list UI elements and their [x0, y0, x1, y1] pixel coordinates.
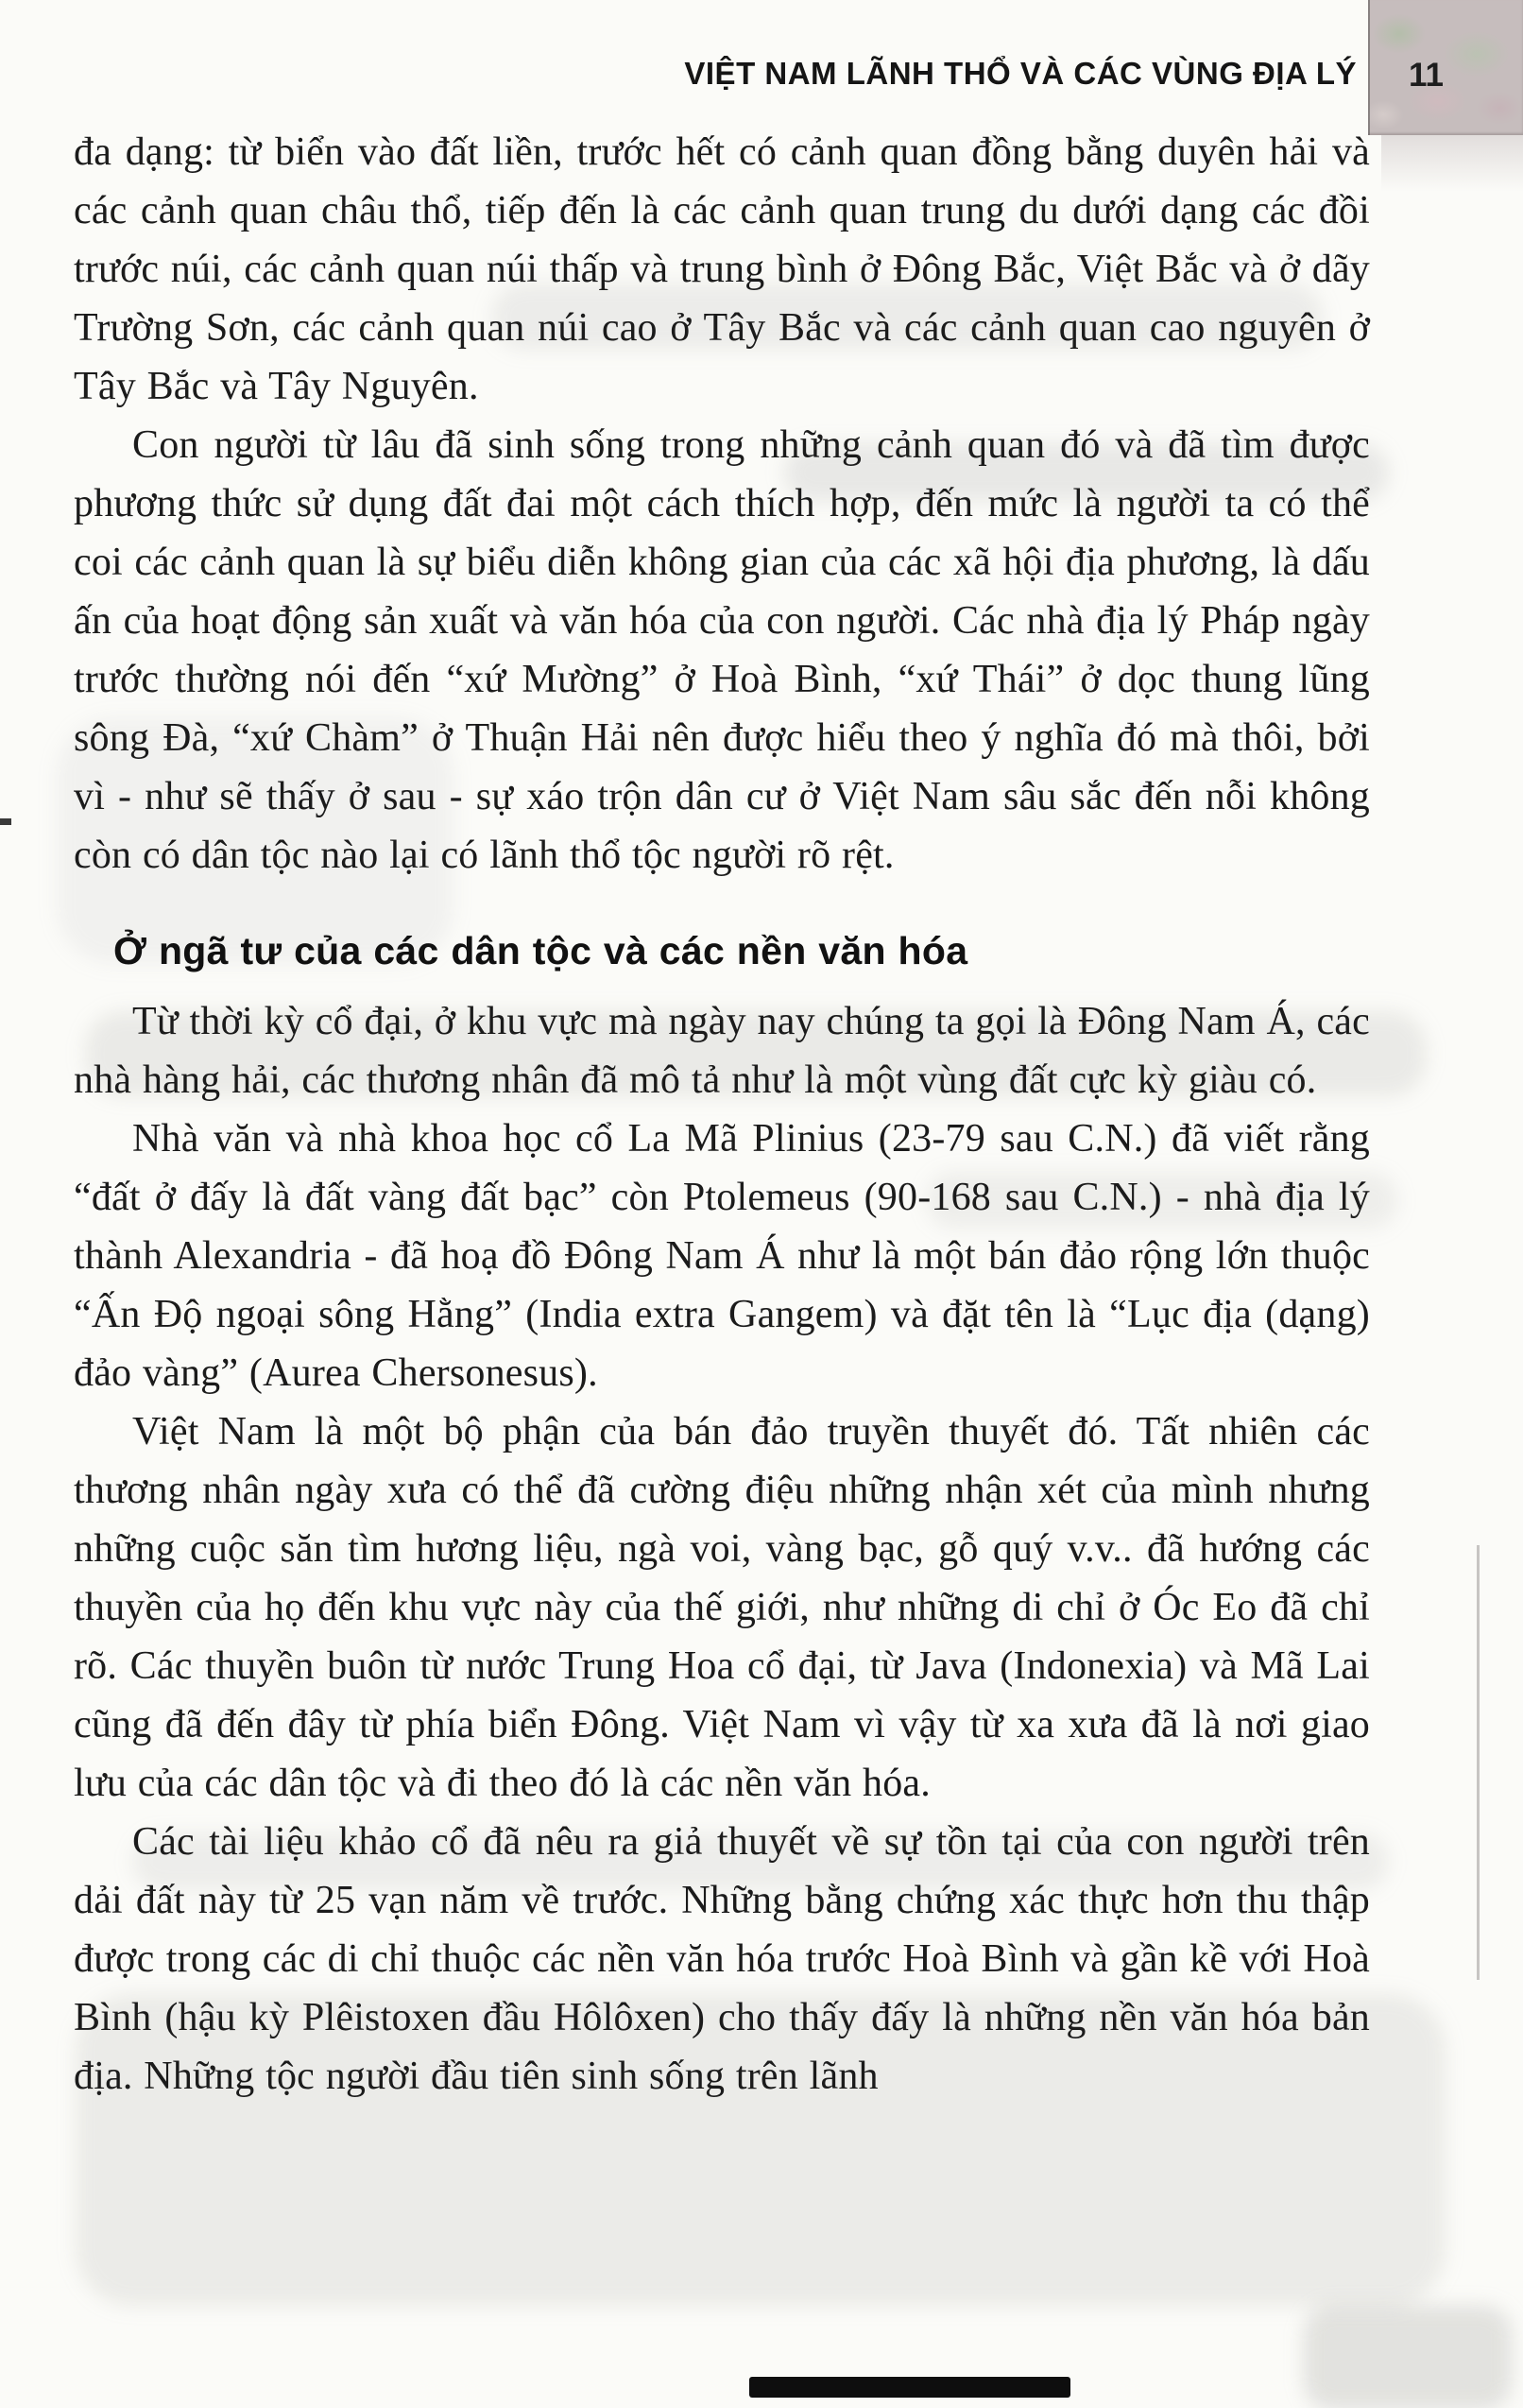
- bleed-artifact: [1304, 2306, 1512, 2408]
- scan-edge-mark: [0, 818, 11, 825]
- bottom-scan-bar: [749, 2377, 1070, 2398]
- running-header: [684, 55, 1357, 93]
- section-heading: Ở ngã tư của các dân tộc và các nền văn hóa: [113, 929, 968, 972]
- paragraph: Từ thời kỳ cổ đại, ở khu vực mà ngày nay chúng ta gọi là Đông Nam Á, các nhà hàng hải, các thương nhân đã mô tả như là một vùng đất cực kỳ giàu có.: [74, 1000, 1370, 1102]
- running-header-chapter-title: LÃNH THỔ VÀ CÁC VÙNG ĐỊA LÝ: [837, 56, 1357, 91]
- scanned-corner-shadow: [1381, 135, 1523, 192]
- paragraph: Việt Nam là một bộ phận của bán đảo truyền thuyết đó. Tất nhiên các thương nhân ngày xưa có thể đã cường điệu những nhận xét của mình nhưng những cuộc săn tìm hương liệu, ngà voi, vàng bạc, gỗ quý v.v.. đã hướng các thuyền của họ đến khu vực này của thế giới, như những di chỉ ở Óc Eo đã chỉ rõ. Các thuyền buôn từ nước Trung Hoa cổ đại, từ Java (Indonexia) và Mã Lai cũng đã đến đây từ phía biển Đông. Việt Nam vì vậy từ xa xưa đã là nơi giao lưu của các dân tộc và đi theo đó là các nền văn hóa.: [74, 1410, 1370, 1805]
- scanned-corner-texture: [1368, 0, 1523, 135]
- scan-edge-line: [1477, 1545, 1480, 1980]
- paragraph: Nhà văn và nhà khoa học cổ La Mã Plinius (23-79 sau C.N.) đã viết rằng “đất ở đấy là đất vàng đất bạc” còn Ptolemeus (90-168 sau C.N.) - nhà địa lý thành Alexandria - đã hoạ đồ Đông Nam Á như là một bán đảo rộng lớn thuộc “Ấn Độ ngoại sông Hằng” (India extra Gangem) và đặt tên là “Lục địa (dạng) đảo vàng” (Aurea Chersonesus).: [74, 1117, 1370, 1395]
- paragraph: Các tài liệu khảo cổ đã nêu ra giả thuyết về sự tồn tại của con người trên dải đất này từ 25 vạn năm về trước. Những bằng chứng xác thực hơn thu thập được trong các di chỉ thuộc các nền văn hóa trước Hoà Bình và gần kề với Hoà Bình (hậu kỳ Plêistoxen đầu Hôlôxen) cho thấy đấy là những nền văn hóa bản địa. Những tộc người đầu tiên sinh sống trên lãnh: [74, 1820, 1370, 2098]
- page-number: 11: [1409, 57, 1444, 94]
- text-column: [74, 123, 1370, 2106]
- paragraph: Con người từ lâu đã sinh sống trong những cảnh quan đó và đã tìm được phương thức sử dụng đất đai một cách thích hợp, đến mức là người ta có thể coi các cảnh quan là sự biểu diễn không gian của các xã hội địa phương, là dấu ấn của hoạt động sản xuất và văn hóa của con người. Các nhà địa lý Pháp ngày trước thường nói đến “xứ Mường” ở Hoà Bình, “xứ Thái” ở dọc thung lũng sông Đà, “xứ Chàm” ở Thuận Hải nên được hiểu theo ý nghĩa đó mà thôi, bởi vì - như sẽ thấy ở sau - sự xáo trộn dân cư ở Việt Nam sâu sắc đến nỗi không còn có dân tộc nào lại có lãnh thổ tộc người rõ rệt.: [74, 423, 1370, 877]
- running-header-book-title: VIỆT NAM: [684, 56, 838, 91]
- paragraph: đa dạng: từ biển vào đất liền, trước hết có cảnh quan đồng bằng duyên hải và các cảnh quan châu thổ, tiếp đến là các cảnh quan trung du dưới dạng các đồi trước núi, các cảnh quan núi thấp và trung bình ở Đông Bắc, Việt Bắc và ở dãy Trường Sơn, các cảnh quan núi cao ở Tây Bắc và các cảnh quan cao nguyên ở Tây Bắc và Tây Nguyên.: [74, 130, 1370, 408]
